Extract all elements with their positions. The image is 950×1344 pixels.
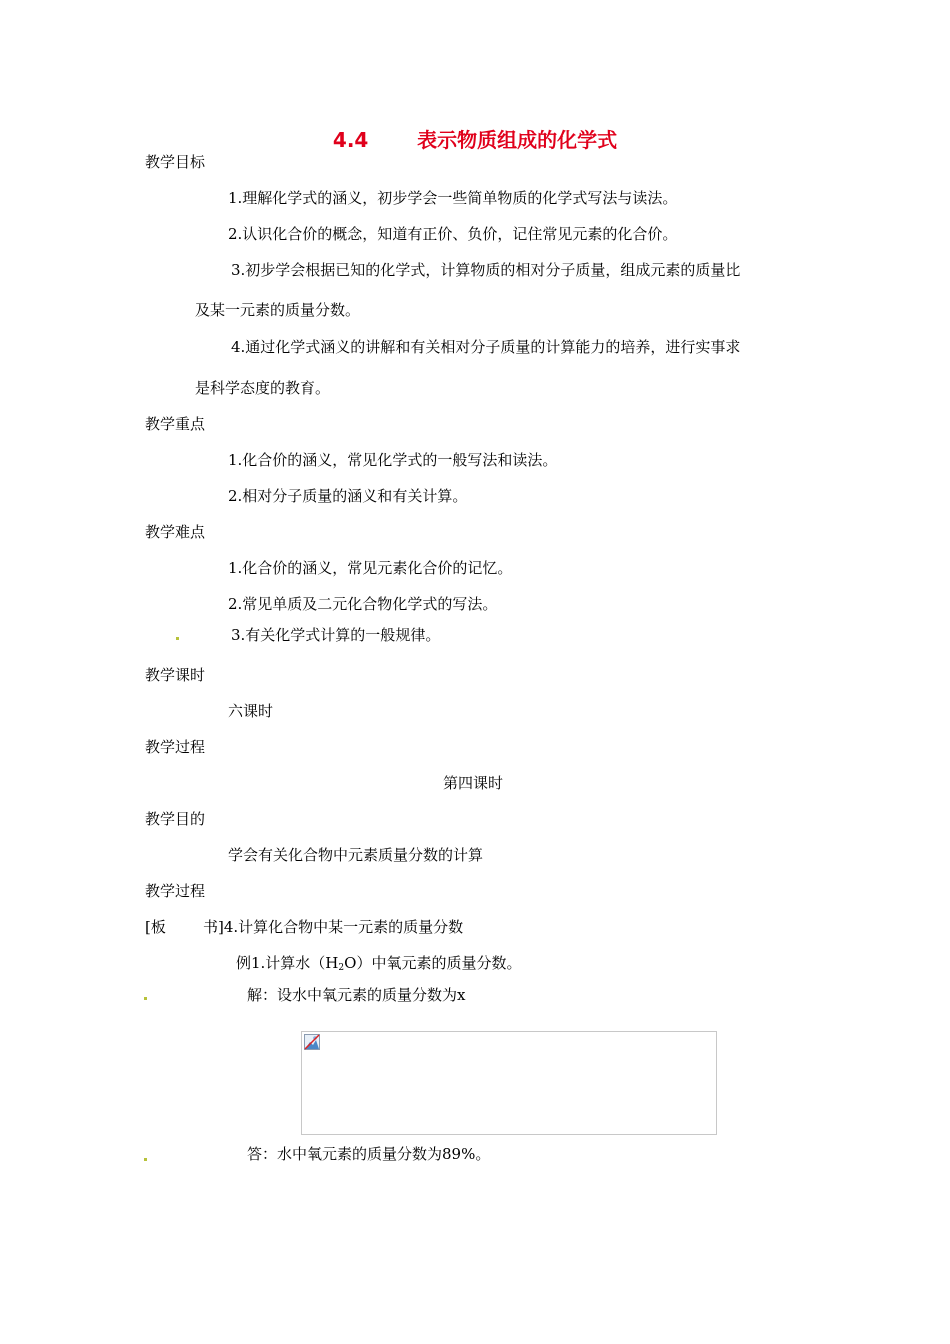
purpose-value: 学会有关化合物中元素质量分数的计算: [228, 846, 484, 864]
heading-process-2: 教学过程: [145, 882, 206, 900]
objective-4-cont: 是科学态度的教育。: [195, 379, 331, 397]
difficulty-1: 1.化合价的涵义，常见元素化合价的记忆。: [228, 559, 513, 577]
lesson-heading: 第四课时: [443, 774, 504, 792]
decorative-dot: [144, 997, 147, 1000]
document-title: [0, 124, 950, 153]
broken-image-icon: [304, 1034, 320, 1050]
objective-1: 1.理解化学式的涵义，初步学会一些简单物质的化学式写法与读法。: [228, 189, 678, 207]
example-1: [236, 954, 521, 972]
example-suffix: O）中氧元素的质量分数。: [344, 954, 522, 972]
objective-3: 3.初步学会根据已知的化学式，计算物质的相对分子质量，组成元素的质量比: [231, 261, 741, 279]
heading-key-points: 教学重点: [145, 415, 206, 433]
difficulty-2: 2.常见单质及二元化合物化学式的写法。: [228, 595, 498, 613]
heading-objectives: 教学目标: [145, 153, 206, 171]
example-prefix: 例1.计算水（H: [236, 954, 339, 972]
decorative-dot: [144, 1158, 147, 1161]
heading-process: 教学过程: [145, 738, 206, 756]
objective-3-cont: 及某一元素的质量分数。: [195, 301, 361, 319]
heading-hours: 教学课时: [145, 666, 206, 684]
board-bracket: [板: [145, 918, 166, 936]
key-point-2: 2.相对分子质量的涵义和有关计算。: [228, 487, 468, 505]
key-point-1: 1.化合价的涵义，常见化学式的一般写法和读法。: [228, 451, 558, 469]
difficulty-3: 3.有关化学式计算的一般规律。: [231, 626, 441, 644]
answer-line: 答：水中氧元素的质量分数为89%。: [247, 1145, 491, 1163]
heading-purpose: 教学目的: [145, 810, 206, 828]
title-number: 4.4: [332, 128, 369, 152]
heading-difficulties: 教学难点: [145, 523, 206, 541]
formula-image-placeholder: [301, 1031, 717, 1135]
objective-4: 4.通过化学式涵义的讲解和有关相对分子质量的计算能力的培养，进行实事求: [231, 338, 741, 356]
title-text: 表示物质组成的化学式: [417, 128, 618, 152]
decorative-dot: [176, 637, 179, 640]
hours-value: 六课时: [228, 702, 274, 720]
board-text: 书]4.计算化合物中某一元素的质量分数: [203, 918, 464, 936]
example-subscript: 2: [338, 963, 345, 973]
solution-line: 解：设水中氧元素的质量分数为x: [247, 986, 466, 1004]
objective-2: 2.认识化合价的概念，知道有正价、负价，记住常见元素的化合价。: [228, 225, 678, 243]
